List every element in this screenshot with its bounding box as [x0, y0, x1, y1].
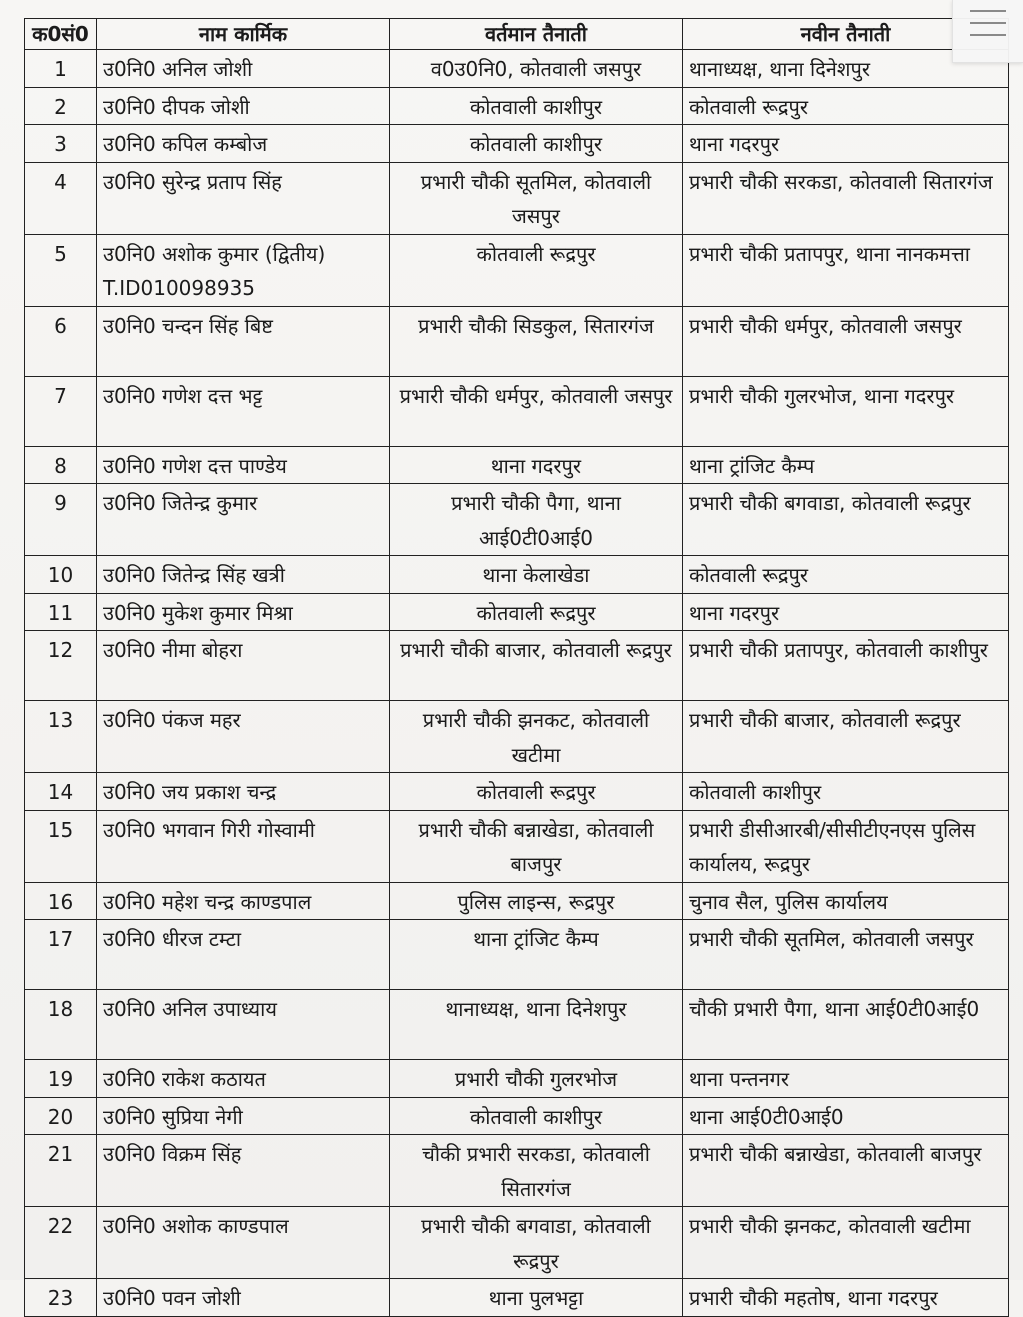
row-serial-number: 16 [25, 882, 97, 920]
row-new-posting: थाना आई0टी0आई0 [683, 1097, 1009, 1135]
row-employee-name: उ0नि0 नीमा बोहरा [97, 631, 390, 701]
hamburger-menu-icon[interactable] [952, 0, 1023, 63]
table-row [25, 162, 1009, 234]
row-employee-name: उ0नि0 गणेश दत्त पाण्डेय [97, 446, 390, 484]
row-new-posting: कोतवाली रूद्रपुर [683, 87, 1009, 125]
row-new-posting: प्रभारी डीसीआरबी/सीसीटीएनएस पुलिस कार्यालय, रूद्रपुर [683, 810, 1009, 882]
row-new-posting: प्रभारी चौकी महतोष, थाना गदरपुर [683, 1279, 1009, 1317]
row-serial-number: 3 [25, 125, 97, 163]
transfer-table [24, 18, 1009, 1317]
row-current-posting: प्रभारी चौकी सूतमिल, कोतवाली जसपुर [390, 162, 683, 234]
row-employee-name: उ0नि0 भगवान गिरी गोस्वामी [97, 810, 390, 882]
row-new-posting: प्रभारी चौकी बगवाडा, कोतवाली रूद्रपुर [683, 484, 1009, 556]
row-current-posting: कोतवाली रूद्रपुर [390, 773, 683, 811]
row-employee-name: उ0नि0 अशोक काण्डपाल [97, 1207, 390, 1279]
row-employee-name: उ0नि0 जितेन्द्र सिंह खत्री [97, 556, 390, 594]
header-name: नाम कार्मिक [97, 19, 390, 50]
table-row [25, 593, 1009, 631]
row-serial-number: 9 [25, 484, 97, 556]
row-serial-number: 21 [25, 1135, 97, 1207]
row-new-posting: प्रभारी चौकी गुलरभोज, थाना गदरपुर [683, 376, 1009, 446]
row-new-posting: थाना पन्तनगर [683, 1060, 1009, 1098]
row-employee-name: उ0नि0 सुप्रिया नेगी [97, 1097, 390, 1135]
table-row [25, 234, 1009, 306]
table-row [25, 773, 1009, 811]
table-row [25, 1060, 1009, 1098]
table-row [25, 810, 1009, 882]
row-serial-number: 23 [25, 1279, 97, 1317]
row-employee-name: उ0नि0 विक्रम सिंह [97, 1135, 390, 1207]
row-serial-number: 7 [25, 376, 97, 446]
row-employee-name: उ0नि0 दीपक जोशी [97, 87, 390, 125]
row-current-posting: चौकी प्रभारी सरकडा, कोतवाली सितारगंज [390, 1135, 683, 1207]
row-new-posting: प्रभारी चौकी प्रतापपुर, कोतवाली काशीपुर [683, 631, 1009, 701]
table-row [25, 1207, 1009, 1279]
row-serial-number: 13 [25, 701, 97, 773]
row-serial-number: 12 [25, 631, 97, 701]
row-new-posting: चुनाव सैल, पुलिस कार्यालय [683, 882, 1009, 920]
row-current-posting: प्रभारी चौकी सिडकुल, सितारगंज [390, 306, 683, 376]
row-employee-name: उ0नि0 मुकेश कुमार मिश्रा [97, 593, 390, 631]
row-current-posting: थाना गदरपुर [390, 446, 683, 484]
row-current-posting: कोतवाली रूद्रपुर [390, 593, 683, 631]
table-row [25, 556, 1009, 594]
row-new-posting: थाना ट्रांजिट कैम्प [683, 446, 1009, 484]
table-row [25, 376, 1009, 446]
row-new-posting: प्रभारी चौकी बाजार, कोतवाली रूद्रपुर [683, 701, 1009, 773]
table-row [25, 631, 1009, 701]
row-current-posting: प्रभारी चौकी गुलरभोज [390, 1060, 683, 1098]
row-serial-number: 14 [25, 773, 97, 811]
row-serial-number: 1 [25, 50, 97, 88]
row-current-posting: कोतवाली काशीपुर [390, 125, 683, 163]
row-employee-name: उ0नि0 धीरज टम्टा [97, 920, 390, 990]
header-new-posting: नवीन तैनाती [683, 19, 1009, 50]
row-serial-number: 2 [25, 87, 97, 125]
row-current-posting: प्रभारी चौकी धर्मपुर, कोतवाली जसपुर [390, 376, 683, 446]
row-serial-number: 4 [25, 162, 97, 234]
table-body [25, 50, 1009, 1317]
row-new-posting: प्रभारी चौकी सरकडा, कोतवाली सितारगंज [683, 162, 1009, 234]
table-row [25, 125, 1009, 163]
row-current-posting: प्रभारी चौकी झनकट, कोतवाली खटीमा [390, 701, 683, 773]
row-current-posting: पुलिस लाइन्स, रूद्रपुर [390, 882, 683, 920]
row-employee-name: उ0नि0 अनिल उपाध्याय [97, 990, 390, 1060]
row-current-posting: थानाध्यक्ष, थाना दिनेशपुर [390, 990, 683, 1060]
table-row [25, 306, 1009, 376]
row-new-posting: प्रभारी चौकी बन्नाखेडा, कोतवाली बाजपुर [683, 1135, 1009, 1207]
row-employee-name: उ0नि0 अशोक कुमार (द्वितीय) T.ID010098935 [97, 234, 390, 306]
table-row [25, 1279, 1009, 1317]
row-serial-number: 6 [25, 306, 97, 376]
row-new-posting: थाना गदरपुर [683, 593, 1009, 631]
row-new-posting: प्रभारी चौकी धर्मपुर, कोतवाली जसपुर [683, 306, 1009, 376]
row-employee-name: उ0नि0 कपिल कम्बोज [97, 125, 390, 163]
row-current-posting: कोतवाली रूद्रपुर [390, 234, 683, 306]
header-sno: क0सं0 [25, 19, 97, 50]
row-current-posting: कोतवाली काशीपुर [390, 87, 683, 125]
row-serial-number: 22 [25, 1207, 97, 1279]
row-current-posting: थाना पुलभट्टा [390, 1279, 683, 1317]
row-new-posting: थानाध्यक्ष, थाना दिनेशपुर [683, 50, 1009, 88]
row-current-posting: प्रभारी चौकी बाजार, कोतवाली रूद्रपुर [390, 631, 683, 701]
row-new-posting: कोतवाली रूद्रपुर [683, 556, 1009, 594]
row-serial-number: 20 [25, 1097, 97, 1135]
row-employee-name: उ0नि0 पवन जोशी [97, 1279, 390, 1317]
row-new-posting: प्रभारी चौकी सूतमिल, कोतवाली जसपुर [683, 920, 1009, 990]
header-row [25, 19, 1009, 50]
row-new-posting: कोतवाली काशीपुर [683, 773, 1009, 811]
table-row [25, 701, 1009, 773]
row-serial-number: 19 [25, 1060, 97, 1098]
table-row [25, 990, 1009, 1060]
table-row [25, 484, 1009, 556]
row-new-posting: प्रभारी चौकी प्रतापपुर, थाना नानकमत्ता [683, 234, 1009, 306]
table-row [25, 50, 1009, 88]
row-current-posting: प्रभारी चौकी पैगा, थाना आई0टी0आई0 [390, 484, 683, 556]
table-row [25, 920, 1009, 990]
row-serial-number: 5 [25, 234, 97, 306]
row-employee-name: उ0नि0 गणेश दत्त भट्ट [97, 376, 390, 446]
row-serial-number: 15 [25, 810, 97, 882]
row-serial-number: 17 [25, 920, 97, 990]
row-employee-name: उ0नि0 अनिल जोशी [97, 50, 390, 88]
row-current-posting: थाना केलाखेडा [390, 556, 683, 594]
row-employee-name: उ0नि0 महेश चन्द्र काण्डपाल [97, 882, 390, 920]
header-current-posting: वर्तमान तैनाती [390, 19, 683, 50]
row-current-posting: थाना ट्रांजिट कैम्प [390, 920, 683, 990]
row-new-posting: प्रभारी चौकी झनकट, कोतवाली खटीमा [683, 1207, 1009, 1279]
row-new-posting: चौकी प्रभारी पैगा, थाना आई0टी0आई0 [683, 990, 1009, 1060]
table-row [25, 1097, 1009, 1135]
table-row [25, 87, 1009, 125]
row-employee-name: उ0नि0 चन्दन सिंह बिष्ट [97, 306, 390, 376]
table-row [25, 446, 1009, 484]
row-employee-name: उ0नि0 जय प्रकाश चन्द्र [97, 773, 390, 811]
row-serial-number: 8 [25, 446, 97, 484]
row-current-posting: कोतवाली काशीपुर [390, 1097, 683, 1135]
table-row [25, 882, 1009, 920]
row-current-posting: प्रभारी चौकी बन्नाखेडा, कोतवाली बाजपुर [390, 810, 683, 882]
row-new-posting: थाना गदरपुर [683, 125, 1009, 163]
row-employee-name: उ0नि0 जितेन्द्र कुमार [97, 484, 390, 556]
row-serial-number: 10 [25, 556, 97, 594]
row-current-posting: प्रभारी चौकी बगवाडा, कोतवाली रूद्रपुर [390, 1207, 683, 1279]
table-header [25, 19, 1009, 50]
table-row [25, 1135, 1009, 1207]
row-employee-name: उ0नि0 राकेश कठायत [97, 1060, 390, 1098]
row-current-posting: व0उ0नि0, कोतवाली जसपुर [390, 50, 683, 88]
row-serial-number: 11 [25, 593, 97, 631]
row-employee-name: उ0नि0 सुरेन्द्र प्रताप सिंह [97, 162, 390, 234]
row-serial-number: 18 [25, 990, 97, 1060]
row-employee-name: उ0नि0 पंकज महर [97, 701, 390, 773]
